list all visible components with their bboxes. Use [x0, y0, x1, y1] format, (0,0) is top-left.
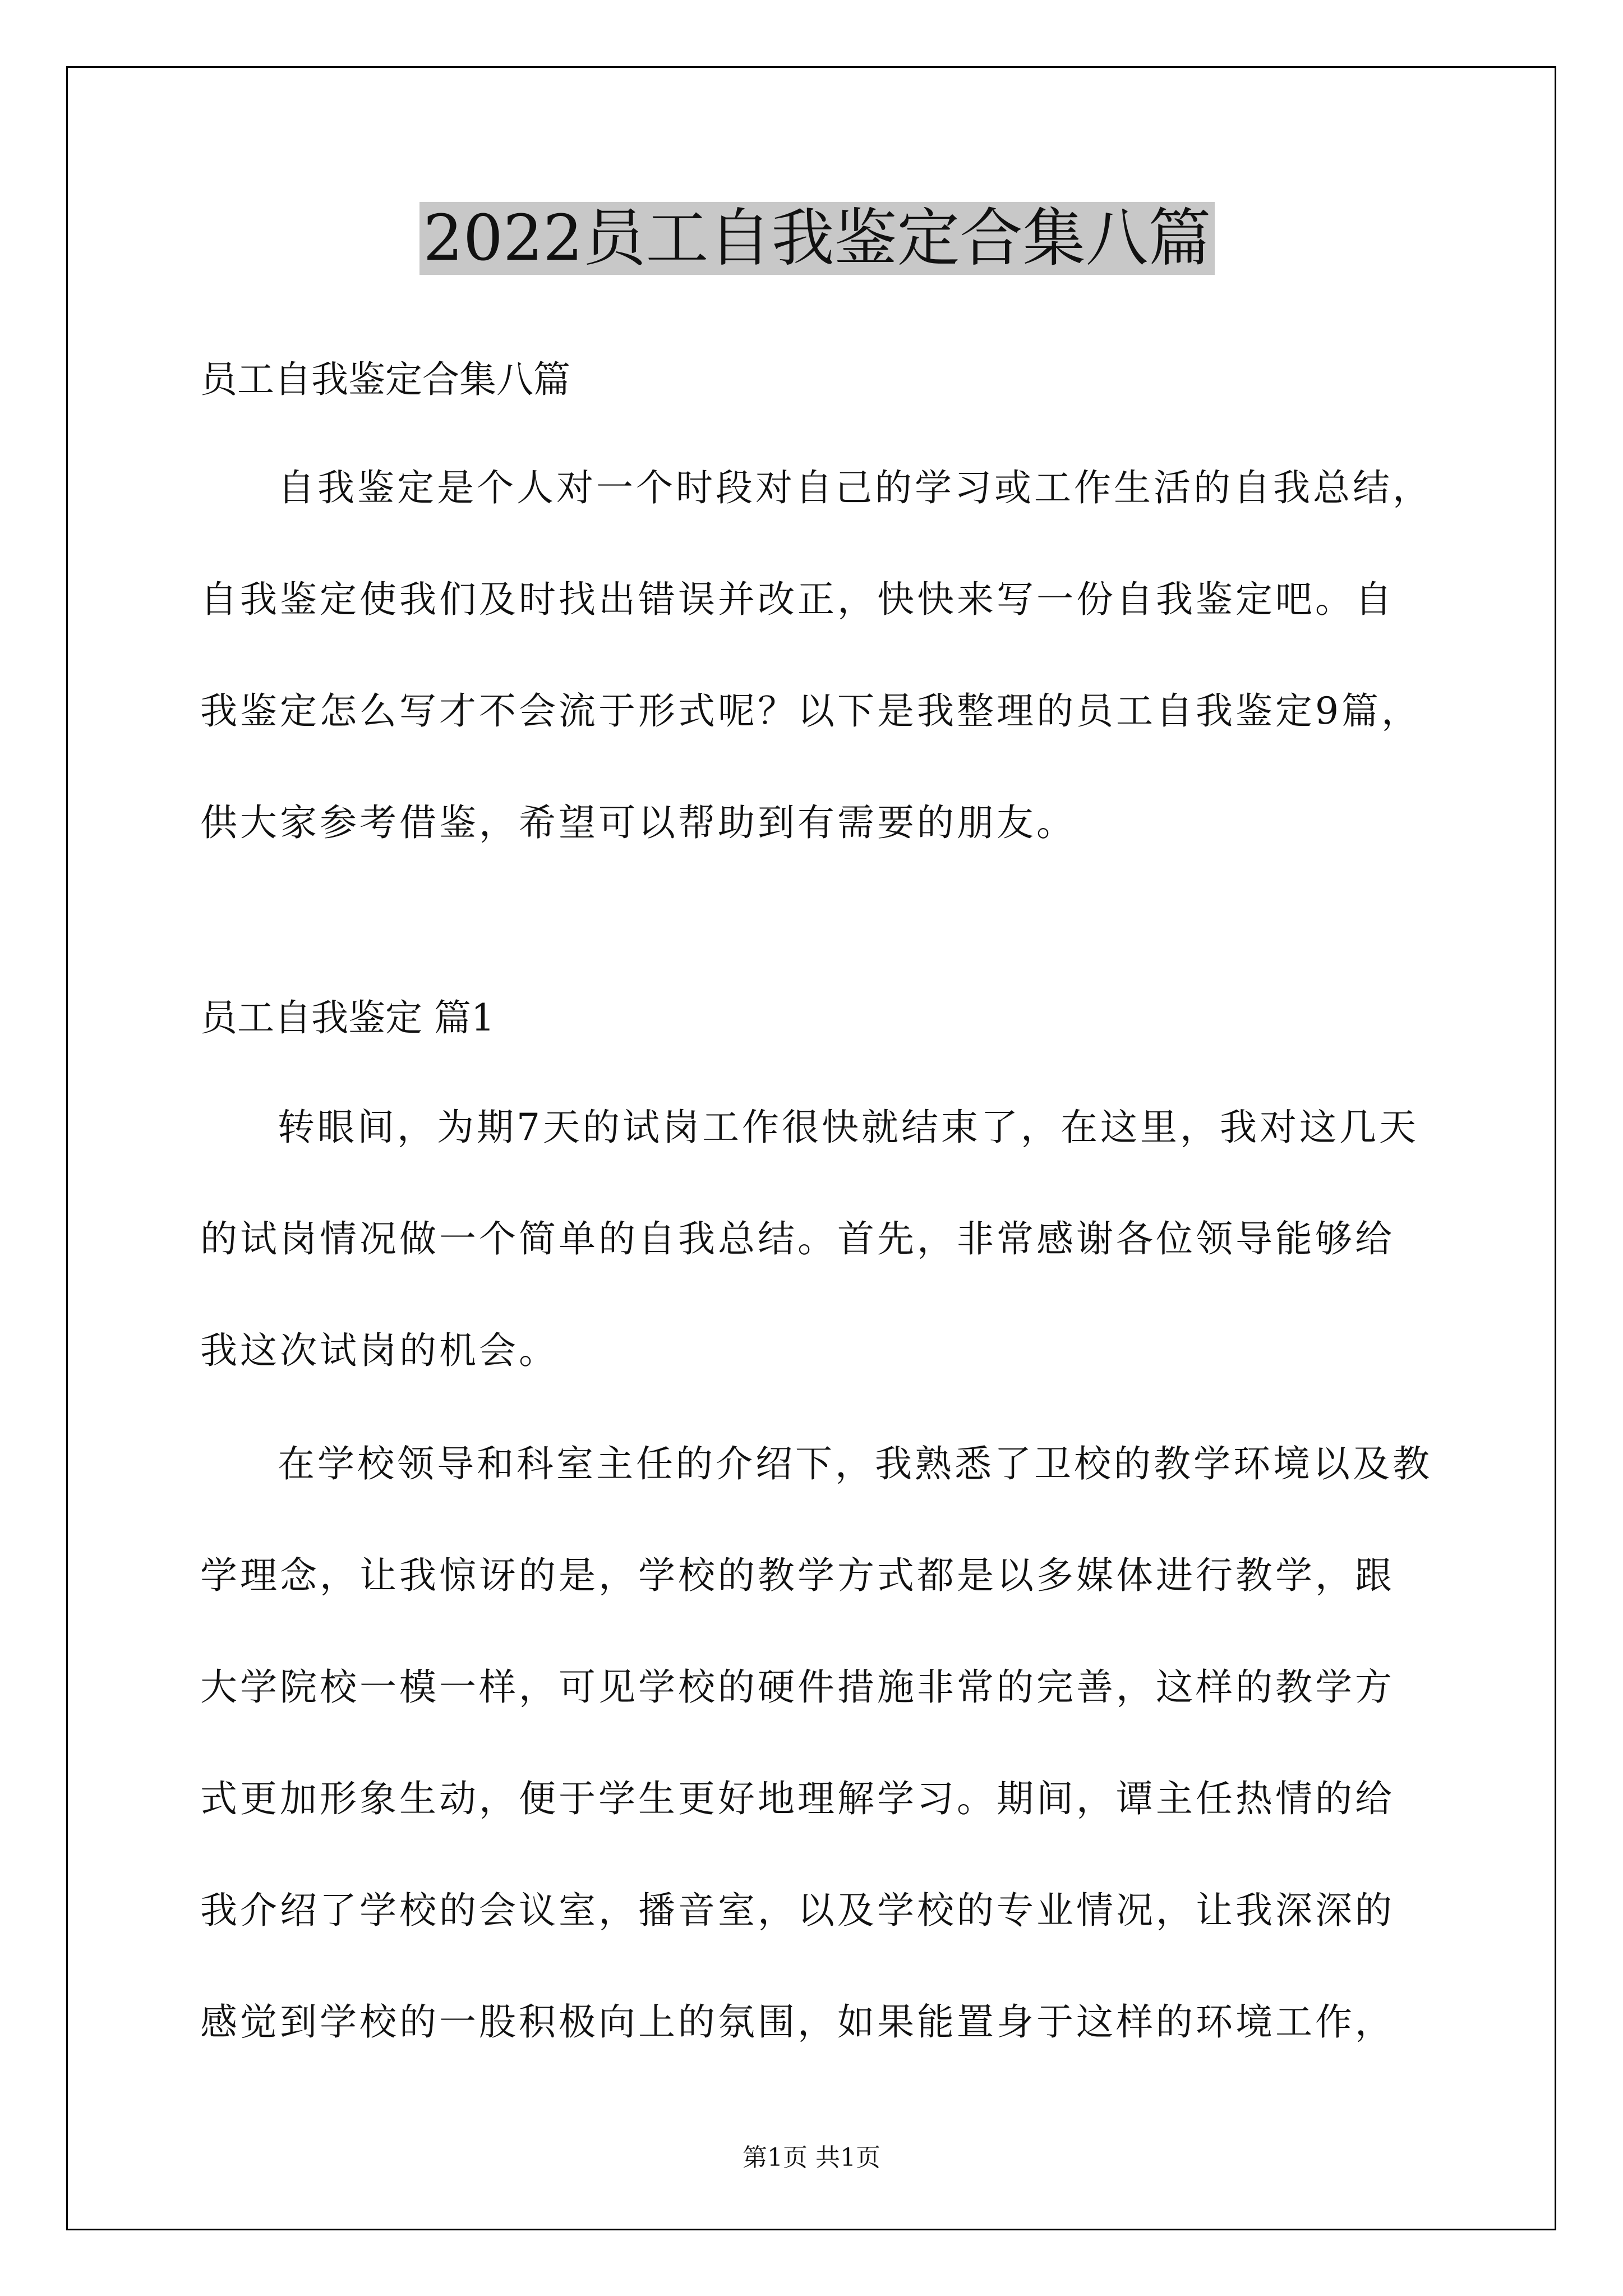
body-paragraph-2: 在学校领导和科室主任的介绍下，我熟悉了卫校的教学环境以及教学理念，让我惊讶的是，学校的教学方式都是以多媒体进行教学，跟大学院校一模一样，可见学校的硬件措施非常的完善，这样的教学方式更加形象生动，便于学生更好地理解学习。期间，谭主任热情的给我介绍了学校的会议室，播音室，以及学校的专业情况，让我深深的感觉到学校的一股积极向上的氛围，如果能置身于这样的环境工作， [200, 1442, 1432, 2044]
title-text: 2022员工自我鉴定合集八篇 [419, 202, 1214, 275]
document-subtitle: 员工自我鉴定合集八篇 [200, 358, 570, 401]
body-paragraph-1: 转眼间，为期7天的试岗工作很快就结束了，在这里，我对这几天的试岗情况做一个简单的自我总结。首先，非常感谢各位领导能够给我这次试岗的机会。 [200, 1106, 1419, 1372]
intro-paragraph: 自我鉴定是个人对一个时段对自己的学习或工作生活的自我总结，自我鉴定使我们及时找出错误并改正，快快来写一份自我鉴定吧。自我鉴定怎么写才不会流于形式呢？以下是我整理的员工自我鉴定9篇，供大家参考借鉴，希望可以帮助到有需要的朋友。 [200, 466, 1432, 844]
section-heading: 员工自我鉴定 篇1 [200, 996, 495, 1039]
page-footer: 第1页 共1页 [743, 2143, 880, 2172]
document-title [200, 196, 1434, 280]
